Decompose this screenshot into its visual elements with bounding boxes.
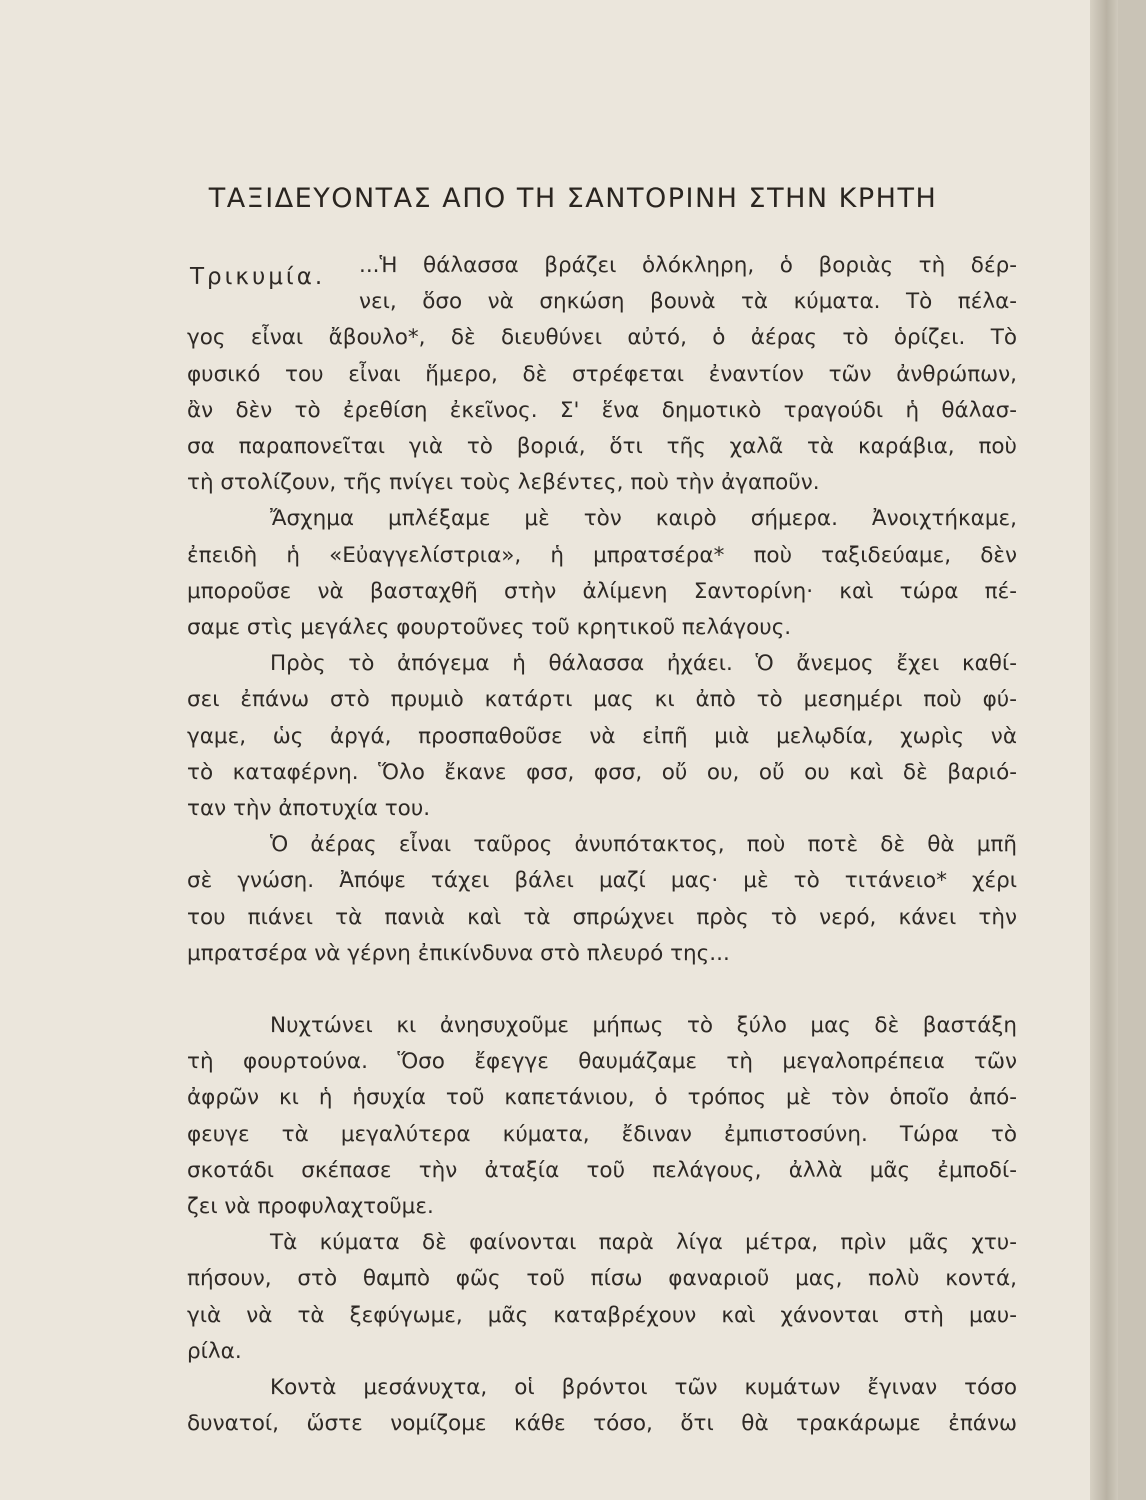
text-line: σαμε στὶς μεγάλες φουρτοῦνες τοῦ κρητικοῦ πελάγους. [187, 615, 792, 641]
text-line: γος εἶναι ἄβουλο*, δὲ διευθύνει αὐτό, ὁ ἀέρας τὸ ὁρίζει. Τὸ [187, 325, 1017, 351]
section-gap [187, 972, 1017, 1008]
paragraph [187, 1370, 1017, 1442]
text-line: Ὁ ἀέρας εἶναι ταῦρος ἀνυπότακτος, ποὺ ποτὲ δὲ θὰ μπῆ [270, 832, 1017, 858]
text-line: φυσικό του εἶναι ἥμερο, δὲ στρέφεται ἐναντίον τῶν ἀνθρώπων, [187, 361, 1017, 387]
text-line: μπρατσέρα νὰ γέρνη ἐπικίνδυνα στὸ πλευρό της... [187, 940, 730, 966]
text-line: φευγε τὰ μεγαλύτερα κύματα, ἔδιναν ἐμπιστοσύνη. Τώρα τὸ [187, 1121, 1017, 1147]
chapter-title: ΤΑΞΙΔΕΥΟΝΤΑΣ ΑΠΟ ΤΗ ΣΑΝΤΟΡΙΝΗ ΣΤΗΝ ΚΡΗΤΗ [208, 183, 938, 214]
text-line: Τὰ κύματα δὲ φαίνονται παρὰ λίγα μέτρα, πρὶν μᾶς χτυ- [270, 1230, 1017, 1256]
text-line: σὲ γνώση. Ἀπόψε τάχει βάλει μαζί μας· μὲ τὸ τιτάνειο* χέρι [187, 868, 1017, 894]
text-line: Πρὸς τὸ ἀπόγεμα ἡ θάλασσα ἠχάει. Ὁ ἄνεμος ἔχει καθί- [270, 651, 1017, 677]
paragraph [187, 646, 1017, 827]
text-line: ταν τὴν ἀποτυχία του. [187, 796, 431, 822]
text-line: δυνατοί, ὥστε νομίζομε κάθε τόσο, ὅτι θὰ τρακάρωμε ἐπάνω [187, 1411, 1017, 1437]
text-line: σκοτάδι σκέπασε τὴν ἀταξία τοῦ πελάγους, ἀλλὰ μᾶς ἐμποδί- [187, 1157, 1017, 1183]
text-line: σα παραπονεῖται γιὰ τὸ βοριά, ὅτι τῆς χαλᾶ τὰ καράβια, ποὺ [187, 434, 1017, 460]
paragraph [187, 501, 1017, 646]
text-line: Νυχτώνει κι ἀνησυχοῦμε μήπως τὸ ξύλο μας δὲ βαστάξη [270, 1013, 1017, 1039]
text-line: σει ἐπάνω στὸ πρυμιὸ κατάρτι μας κι ἀπὸ τὸ μεσημέρι ποὺ φύ- [187, 687, 1017, 713]
text-line: Ἄσχημα μπλέξαμε μὲ τὸν καιρὸ σήμερα. Ἀνοιχτήκαμε, [270, 506, 1017, 532]
text-body [187, 248, 1017, 1443]
text-line: μποροῦσε νὰ βασταχθῆ στὴν ἀλίμενη Σαντορίνη· καὶ τώρα πέ- [187, 578, 1017, 604]
side-heading: Τρικυμία. [190, 264, 326, 290]
text-line: ἀφρῶν κι ἡ ἡσυχία τοῦ καπετάνιου, ὁ τρόπος μὲ τὸν ὁποῖο ἀπό- [187, 1085, 1017, 1111]
text-line: ...Ἡ θάλασσα βράζει ὁλόκληρη, ὁ βοριὰς τὴ δέρ- [359, 253, 1017, 278]
text-line: τὴ στολίζουν, τῆς πνίγει τοὺς λεβέντες, ποὺ τὴν ἀγαποῦν. [187, 470, 820, 496]
text-line: Κοντὰ μεσάνυχτα, οἱ βρόντοι τῶν κυμάτων ἔγιναν τόσο [270, 1375, 1017, 1401]
paragraph [187, 1225, 1017, 1370]
text-line: γαμε, ὡς ἀργά, προσπαθοῦσε νὰ εἰπῆ μιὰ μελῳδία, χωρὶς νὰ [187, 723, 1017, 749]
text-line: γιὰ νὰ τὰ ξεφύγωμε, μᾶς καταβρέχουν καὶ χάνονται στὴ μαυ- [187, 1302, 1017, 1328]
text-line: του πιάνει τὰ πανιὰ καὶ τὰ σπρώχνει πρὸς τὸ νερό, κάνει τὴν [187, 904, 1017, 930]
text-line: ζει νὰ προφυλαχτοῦμε. [187, 1194, 434, 1220]
text-line: νει, ὅσο νὰ σηκώση βουνὰ τὰ κύματα. Τὸ πέλα- [359, 289, 1017, 315]
text-line: ἐπειδὴ ἡ «Εὐαγγελίστρια», ἡ μπρατσέρα* ποὺ ταξιδεύαμε, δὲν [187, 542, 1017, 568]
text-line: ἂν δὲν τὸ ἐρεθίση ἐκεῖνος. Σ' ἕνα δημοτικὸ τραγούδι ἡ θάλασ- [187, 397, 1017, 423]
paragraph [187, 827, 1017, 972]
text-line: πήσουν, στὸ θαμπὸ φῶς τοῦ πίσω φαναριοῦ μας, πολὺ κοντά, [187, 1266, 1017, 1292]
page-edge [1090, 0, 1118, 1500]
paragraph [187, 1008, 1017, 1225]
text-line: ρίλα. [187, 1338, 242, 1364]
text-line: τὴ φουρτούνα. Ὅσο ἔφεγγε θαυμάζαμε τὴ μεγαλοπρέπεια τῶν [187, 1049, 1017, 1075]
paragraph [187, 248, 1017, 501]
text-line: τὸ καταφέρνη. Ὅλο ἔκανε φσσ, φσσ, οὔ ου, οὔ ου καὶ δὲ βαριό- [187, 759, 1017, 785]
